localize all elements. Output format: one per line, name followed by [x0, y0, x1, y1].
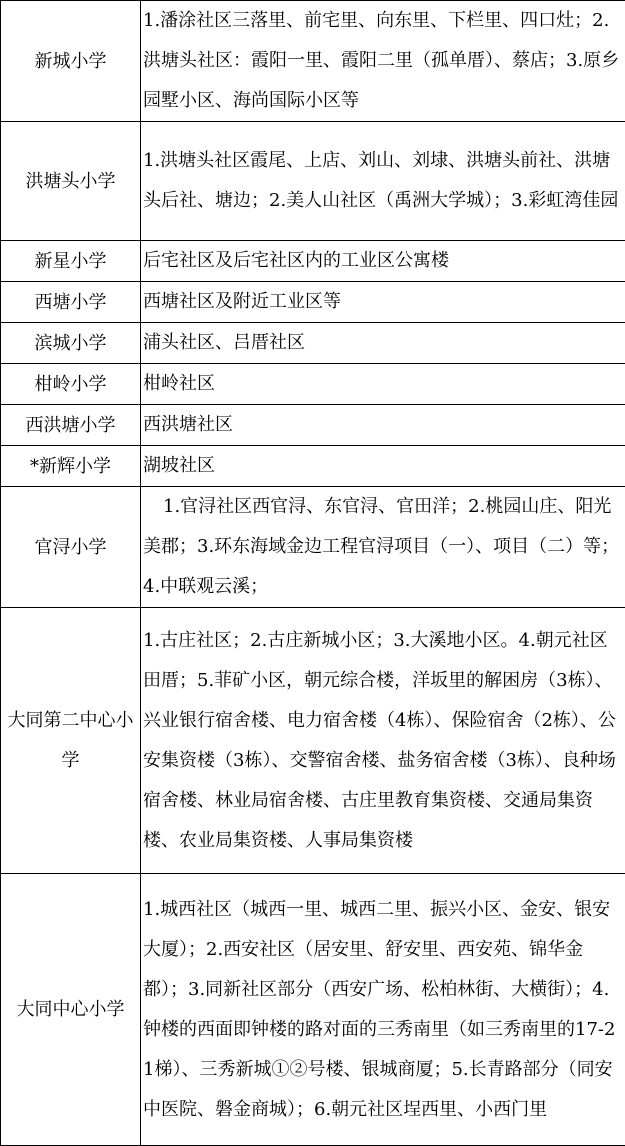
school-name: 洪塘头小学 — [1, 122, 141, 241]
enrollment-area: 后宅社区及后宅社区内的工业区公寓楼 — [141, 241, 625, 282]
school-name: 新城小学 — [1, 1, 141, 122]
enrollment-area: 西塘社区及附近工业区等 — [141, 282, 625, 323]
school-name: 官浔小学 — [1, 487, 141, 608]
enrollment-area: 湖坡社区 — [141, 446, 625, 487]
table-row — [1, 282, 625, 323]
school-name: 西塘小学 — [1, 282, 141, 323]
table-row — [1, 446, 625, 487]
school-name: 大同第二中心小学 — [1, 608, 141, 874]
enrollment-area: 1.洪塘头社区霞尾、上店、刘山、刘埭、洪塘头前社、洪塘头后社、塘边；2.美人山社区（禹洲大学城）；3.彩虹湾佳园 — [141, 122, 625, 241]
school-name: 柑岭小学 — [1, 364, 141, 405]
table-row — [1, 122, 625, 241]
enrollment-area: 柑岭社区 — [141, 364, 625, 405]
enrollment-area: 1.古庄社区；2.古庄新城小区；3.大溪地小区。4.朝元社区田厝；5.菲矿小区，朝元综合楼，洋坂里的解困房（3栋）、兴业银行宿舍楼、电力宿舍楼（4栋）、保险宿舍（2栋）、公安集资楼（3栋）、交警宿舍楼、盐务宿舍楼（3栋）、良种场宿舍楼、林业局宿舍楼、古庄里教育集资楼、交通局集资楼、农业局集资楼、人事局集资楼 — [141, 608, 625, 874]
table-row — [1, 608, 625, 874]
table-row — [1, 487, 625, 608]
school-name: 滨城小学 — [1, 323, 141, 364]
enrollment-area: 1.城西社区（城西一里、城西二里、振兴小区、金安、银安大厦）；2.西安社区（居安里、舒安里、西安苑、锦华金都）；3.同新社区部分（西安广场、松柏林街、大横街）；4.钟楼的西面即钟楼的路对面的三秀南里（如三秀南里的17-21梯）、三秀新城①②号楼、银城商厦；5.长青路部分（同安中医院、磐金商城）；6.朝元社区埕西里、小西门里 — [141, 874, 625, 1146]
table-row — [1, 874, 625, 1146]
table-row — [1, 241, 625, 282]
school-name: 大同中心小学 — [1, 874, 141, 1146]
enrollment-area: 浦头社区、吕厝社区 — [141, 323, 625, 364]
table-row — [1, 323, 625, 364]
enrollment-area: 1.潘涂社区三落里、前宅里、向东里、下栏里、四口灶；2.洪塘头社区：霞阳一里、霞阳二里（孤单厝）、蔡店；3.原乡园墅小区、海尚国际小区等 — [141, 1, 625, 122]
enrollment-area: 1.官浔社区西官浔、东官浔、官田洋；2.桃园山庄、阳光美郡；3.环东海域金边工程官浔项目（一）、项目（二）等；4.中联观云溪； — [141, 487, 625, 608]
table-row — [1, 364, 625, 405]
table-row — [1, 1, 625, 122]
school-name: 西洪塘小学 — [1, 405, 141, 446]
school-name: *新辉小学 — [1, 446, 141, 487]
school-name: 新星小学 — [1, 241, 141, 282]
enrollment-area: 西洪塘社区 — [141, 405, 625, 446]
table-row — [1, 405, 625, 446]
